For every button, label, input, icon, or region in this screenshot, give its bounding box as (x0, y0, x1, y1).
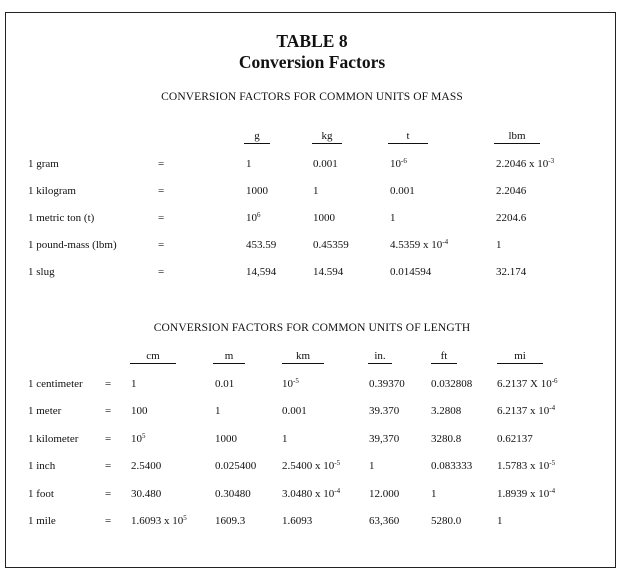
row-label: 1 kilogram (28, 185, 76, 197)
equals-sign: = (158, 158, 165, 170)
table-cell: 1 (131, 378, 137, 390)
table-cell: 1 (496, 239, 502, 251)
exponent: -6 (401, 157, 407, 165)
exponent: -6 (551, 377, 558, 385)
equals-sign: = (105, 487, 112, 500)
table-cell: 12.000 (369, 487, 400, 500)
table-cell: 1.5783 x $10^{-5}$ (497, 459, 556, 473)
row-label: 1 kilometer (28, 432, 79, 445)
exponent: -4 (549, 486, 556, 495)
table-cell: $10^6$ (246, 211, 261, 224)
table-cell: 39,370 (369, 432, 400, 445)
column-header: g (244, 130, 270, 144)
table-cell: 1 (313, 185, 319, 197)
table-cell: 1.8939 x $10^{-4}$ (497, 486, 556, 500)
exponent: -4 (442, 238, 449, 246)
equals-sign: = (105, 515, 112, 527)
table-cell: 2.2046 x $10^{-3}$ (496, 157, 555, 170)
table-cell: 4.5359 x $10^{-4}$ (390, 238, 449, 251)
column-header: mi (497, 350, 543, 364)
exponent: -3 (548, 157, 555, 165)
table-cell: 1.6093 (282, 515, 313, 527)
table-cell: 30.480 (131, 487, 162, 500)
row-label: 1 foot (28, 487, 54, 500)
exponent: -5 (549, 459, 556, 468)
row-label: 1 slug (28, 266, 55, 278)
column-header: lbm (494, 130, 540, 144)
table-cell: 0.39370 (369, 378, 405, 390)
table-cell: 0.032808 (431, 378, 473, 390)
table-cell: 1 (497, 515, 503, 527)
column-header: in. (368, 350, 392, 364)
table-cell: 2204.6 (496, 212, 527, 224)
table-cell: 39.370 (369, 405, 400, 418)
table-cell: 2.2046 (496, 185, 527, 197)
equals-sign: = (158, 239, 165, 251)
exponent: 6 (257, 211, 261, 219)
table-cell: $10^5$ (131, 431, 146, 445)
table-cell: $10^{-6}$ (390, 157, 407, 170)
table-cell: 0.01 (215, 378, 235, 390)
table-cell: $10^{-5}$ (282, 377, 299, 390)
exponent: -4 (549, 404, 556, 413)
column-header: t (388, 130, 428, 144)
table-cell: 0.083333 (431, 460, 473, 473)
table-cell: 453.59 (246, 239, 277, 251)
table-cell: 32.174 (496, 266, 527, 278)
row-label: 1 inch (28, 460, 56, 473)
column-header: ft (431, 350, 457, 364)
table-cell: 1 (390, 212, 396, 224)
table-cell: 0.001 (313, 158, 338, 170)
table-cell: 0.014594 (390, 266, 432, 278)
table-cell: 0.001 (390, 185, 415, 197)
table-cell: 1000 (246, 185, 268, 197)
table-cell: 1.6093 x $10^5$ (131, 514, 187, 527)
row-label: 1 mile (28, 515, 56, 527)
equals-sign: = (158, 266, 165, 278)
mass-section-heading: CONVERSION FACTORS FOR COMMON UNITS OF MASS (161, 91, 463, 103)
table-cell: 1000 (215, 432, 237, 445)
table-cell: 3.0480 x $10^{-4}$ (282, 486, 341, 500)
table-cell: 14.594 (313, 266, 344, 278)
table-subtitle: Conversion Factors (238, 52, 386, 72)
table-cell: 6.2137 x $10^{-4}$ (497, 404, 556, 418)
equals-sign: = (105, 432, 112, 445)
exponent: 5 (142, 431, 146, 440)
row-label: 1 centimeter (28, 378, 83, 390)
table-cell: 1 (282, 432, 288, 445)
row-label: 1 pound-mass (lbm) (28, 239, 117, 251)
table-cell: 14,594 (246, 266, 277, 278)
row-label: 1 meter (28, 405, 62, 418)
table-cell: 3.2808 (431, 405, 462, 418)
table-cell: 63,360 (369, 515, 400, 527)
equals-sign: = (158, 212, 165, 224)
table-cell: 0.62137 (497, 432, 533, 445)
exponent: -5 (293, 377, 299, 385)
table-cell: 3280.8 (431, 432, 462, 445)
exponent: -5 (334, 459, 341, 468)
table-cell: 0.30480 (215, 487, 251, 500)
table-title: TABLE 8 (276, 31, 348, 51)
row-label: 1 metric ton (t) (28, 212, 95, 224)
table-cell: 2.5400 (131, 460, 162, 473)
column-header: km (282, 350, 324, 364)
column-header: cm (130, 350, 176, 364)
length-section-heading: CONVERSION FACTORS FOR COMMON UNITS OF LENGTH (153, 322, 471, 334)
table-cell: 6.2137 X $10^{-6}$ (497, 377, 558, 390)
equals-sign: = (158, 185, 165, 197)
table-cell: 100 (131, 405, 148, 418)
table-cell: 1 (246, 158, 252, 170)
table-cell: 1 (369, 460, 375, 473)
table-cell: 1609.3 (215, 515, 246, 527)
exponent: -4 (334, 486, 341, 495)
column-header: m (213, 350, 245, 364)
equals-sign: = (105, 378, 112, 390)
column-header: kg (312, 130, 342, 144)
table-cell: 2.5400 x $10^{-5}$ (282, 459, 341, 473)
table-cell: 1 (215, 405, 221, 418)
row-label: 1 gram (28, 158, 59, 170)
table-cell: 1 (431, 487, 437, 500)
table-cell: 1000 (313, 212, 335, 224)
equals-sign: = (105, 405, 112, 418)
table-cell: 0.025400 (215, 460, 257, 473)
table-cell: 0.45359 (313, 239, 349, 251)
table-cell: 5280.0 (431, 515, 462, 527)
equals-sign: = (105, 460, 112, 473)
exponent: 5 (183, 514, 187, 522)
table-cell: 0.001 (282, 405, 307, 418)
